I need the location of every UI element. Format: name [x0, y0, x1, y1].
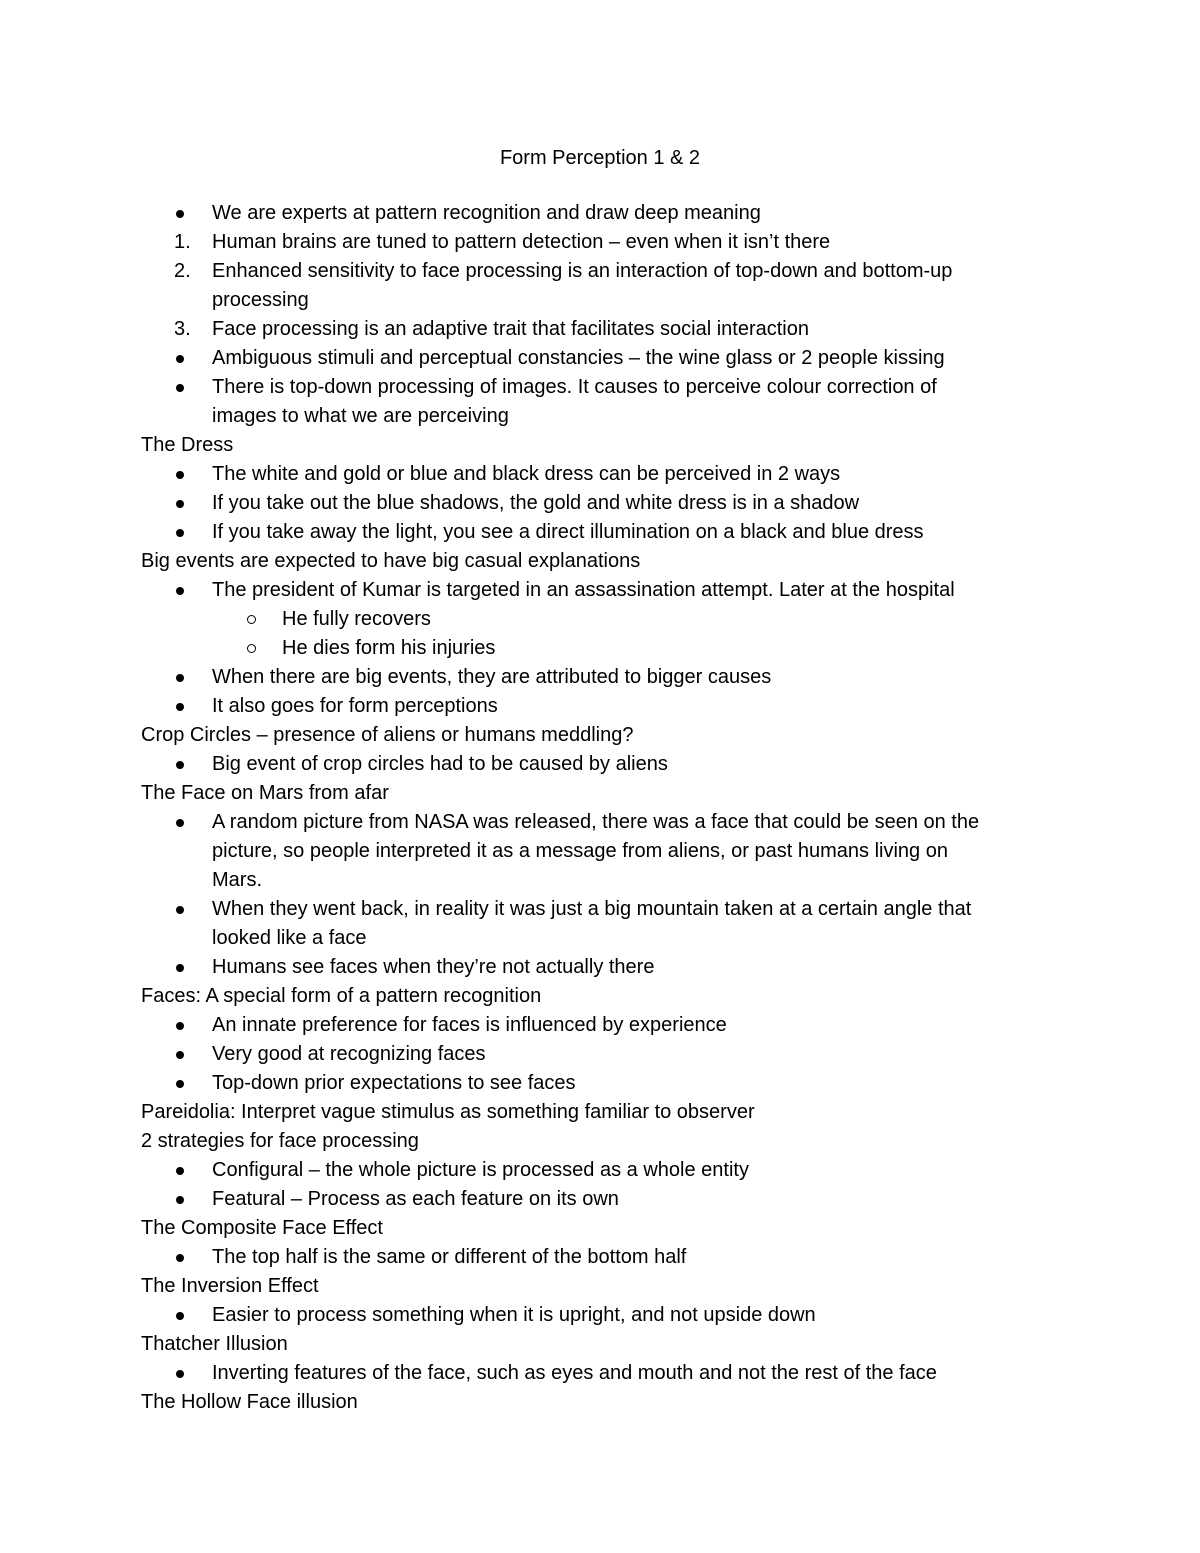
section-heading-text: The Face on Mars from afar	[141, 782, 389, 804]
section-heading-text: Faces: A special form of a pattern recognition	[141, 985, 542, 1007]
bullet-item	[141, 663, 1061, 692]
bullet-item	[141, 576, 1061, 605]
bullet-icon	[176, 1370, 184, 1378]
bullet-item	[141, 1040, 1061, 1069]
bullet-item	[141, 808, 1061, 837]
bullet-item	[141, 1156, 1061, 1185]
section-heading-text: Thatcher Illusion	[141, 1333, 288, 1355]
bullet-item-text: We are experts at pattern recognition and draw deep meaning	[212, 202, 761, 224]
bullet-item-text: Top-down prior expectations to see faces	[212, 1072, 576, 1094]
bullet-icon	[176, 1254, 184, 1262]
section-heading-text: Big events are expected to have big casual explanations	[141, 550, 641, 572]
list-number: 1.	[174, 231, 191, 253]
bullet-icon	[176, 1196, 184, 1204]
continuation-line	[141, 402, 1061, 431]
document-title: Form Perception 1 & 2	[499, 147, 701, 169]
bullet-icon	[176, 1167, 184, 1175]
bullet-icon	[176, 819, 184, 827]
section-heading	[141, 1098, 1061, 1127]
section-heading	[141, 1214, 1061, 1243]
section-heading-text: 2 strategies for face processing	[141, 1130, 419, 1152]
bullet-icon	[176, 210, 184, 218]
section-heading	[141, 982, 1061, 1011]
sub-bullet-item-text: He fully recovers	[282, 608, 431, 630]
section-heading	[141, 779, 1061, 808]
section-heading	[141, 1127, 1061, 1156]
bullet-item	[141, 199, 1061, 228]
section-heading	[141, 1388, 1061, 1417]
bullet-item	[141, 344, 1061, 373]
bullet-item-text: Inverting features of the face, such as eyes and mouth and not the rest of the face	[212, 1362, 937, 1384]
sub-bullet-item	[141, 605, 1061, 634]
bullet-item	[141, 1243, 1061, 1272]
bullet-icon	[176, 906, 184, 914]
section-heading-text: Pareidolia: Interpret vague stimulus as something familiar to observer	[141, 1101, 755, 1123]
section-heading	[141, 547, 1061, 576]
continuation-text: looked like a face	[212, 927, 367, 949]
bullet-item	[141, 953, 1061, 982]
continuation-text: images to what we are perceiving	[212, 405, 509, 427]
bullet-icon	[176, 587, 184, 595]
section-heading-text: The Inversion Effect	[141, 1275, 319, 1297]
continuation-line	[141, 837, 1061, 866]
numbered-item	[141, 315, 1061, 344]
bullet-item-text: Very good at recognizing faces	[212, 1043, 486, 1065]
bullet-item	[141, 750, 1061, 779]
bullet-icon	[176, 500, 184, 508]
bullet-item	[141, 1069, 1061, 1098]
hollow-bullet-icon	[247, 644, 256, 653]
bullet-item-text: The top half is the same or different of the bottom half	[212, 1246, 687, 1268]
continuation-text: Mars.	[212, 869, 262, 891]
bullet-item-text: Ambiguous stimuli and perceptual constancies – the wine glass or 2 people kissing	[212, 347, 945, 369]
numbered-item-text: Human brains are tuned to pattern detection – even when it isn’t there	[212, 231, 831, 253]
continuation-text: processing	[212, 289, 309, 311]
section-heading	[141, 1330, 1061, 1359]
bullet-icon	[176, 529, 184, 537]
section-heading-text: The Composite Face Effect	[141, 1217, 383, 1239]
bullet-item-text: Easier to process something when it is upright, and not upside down	[212, 1304, 816, 1326]
bullet-item-text: Humans see faces when they’re not actually there	[212, 956, 655, 978]
bullet-icon	[176, 761, 184, 769]
continuation-line	[141, 866, 1061, 895]
bullet-item-text: Configural – the whole picture is processed as a whole entity	[212, 1159, 749, 1181]
bullet-icon	[176, 964, 184, 972]
numbered-item	[141, 257, 1061, 286]
section-heading-text: The Hollow Face illusion	[141, 1391, 358, 1413]
bullet-item-text: Featural – Process as each feature on its own	[212, 1188, 619, 1210]
bullet-item	[141, 1011, 1061, 1040]
bullet-item-text: When they went back, in reality it was just a big mountain taken at a certain angle that	[212, 898, 972, 920]
sub-bullet-item	[141, 634, 1061, 663]
continuation-line	[141, 286, 1061, 315]
sub-bullet-item-text: He dies form his injuries	[282, 637, 496, 659]
continuation-text: picture, so people interpreted it as a message from aliens, or past humans living on	[212, 840, 948, 862]
bullet-item-text: There is top-down processing of images. It causes to perceive colour correction of	[212, 376, 937, 398]
bullet-item	[141, 1359, 1061, 1388]
section-heading	[141, 1272, 1061, 1301]
bullet-icon	[176, 471, 184, 479]
bullet-item-text: An innate preference for faces is influenced by experience	[212, 1014, 727, 1036]
section-heading-text: Crop Circles – presence of aliens or humans meddling?	[141, 724, 634, 746]
bullet-icon	[176, 1312, 184, 1320]
bullet-item	[141, 1301, 1061, 1330]
bullet-item-text: The president of Kumar is targeted in an assassination attempt. Later at the hospital	[212, 579, 955, 601]
bullet-item-text: It also goes for form perceptions	[212, 695, 498, 717]
bullet-icon	[176, 1080, 184, 1088]
list-number: 3.	[174, 318, 191, 340]
list-number: 2.	[174, 260, 191, 282]
bullet-icon	[176, 703, 184, 711]
section-heading	[141, 431, 1061, 460]
bullet-item-text: If you take out the blue shadows, the gold and white dress is in a shadow	[212, 492, 860, 514]
bullet-item	[141, 895, 1061, 924]
numbered-item-text: Face processing is an adaptive trait that facilitates social interaction	[212, 318, 809, 340]
bullet-item	[141, 373, 1061, 402]
bullet-item	[141, 460, 1061, 489]
section-heading-text: The Dress	[141, 434, 234, 456]
bullet-item-text: The white and gold or blue and black dress can be perceived in 2 ways	[212, 463, 841, 485]
bullet-item	[141, 518, 1061, 547]
hollow-bullet-icon	[247, 615, 256, 624]
bullet-item	[141, 1185, 1061, 1214]
bullet-icon	[176, 384, 184, 392]
document-body	[141, 199, 1061, 1417]
bullet-item-text: If you take away the light, you see a direct illumination on a black and blue dress	[212, 521, 924, 543]
numbered-item-text: Enhanced sensitivity to face processing is an interaction of top-down and bottom-up	[212, 260, 953, 282]
bullet-item	[141, 489, 1061, 518]
bullet-icon	[176, 1022, 184, 1030]
bullet-item-text: When there are big events, they are attributed to bigger causes	[212, 666, 772, 688]
continuation-line	[141, 924, 1061, 953]
bullet-icon	[176, 355, 184, 363]
bullet-item	[141, 692, 1061, 721]
bullet-icon	[176, 674, 184, 682]
numbered-item	[141, 228, 1061, 257]
bullet-item-text: A random picture from NASA was released, there was a face that could be seen on the	[212, 811, 980, 833]
bullet-item-text: Big event of crop circles had to be caused by aliens	[212, 753, 668, 775]
section-heading	[141, 721, 1061, 750]
bullet-icon	[176, 1051, 184, 1059]
